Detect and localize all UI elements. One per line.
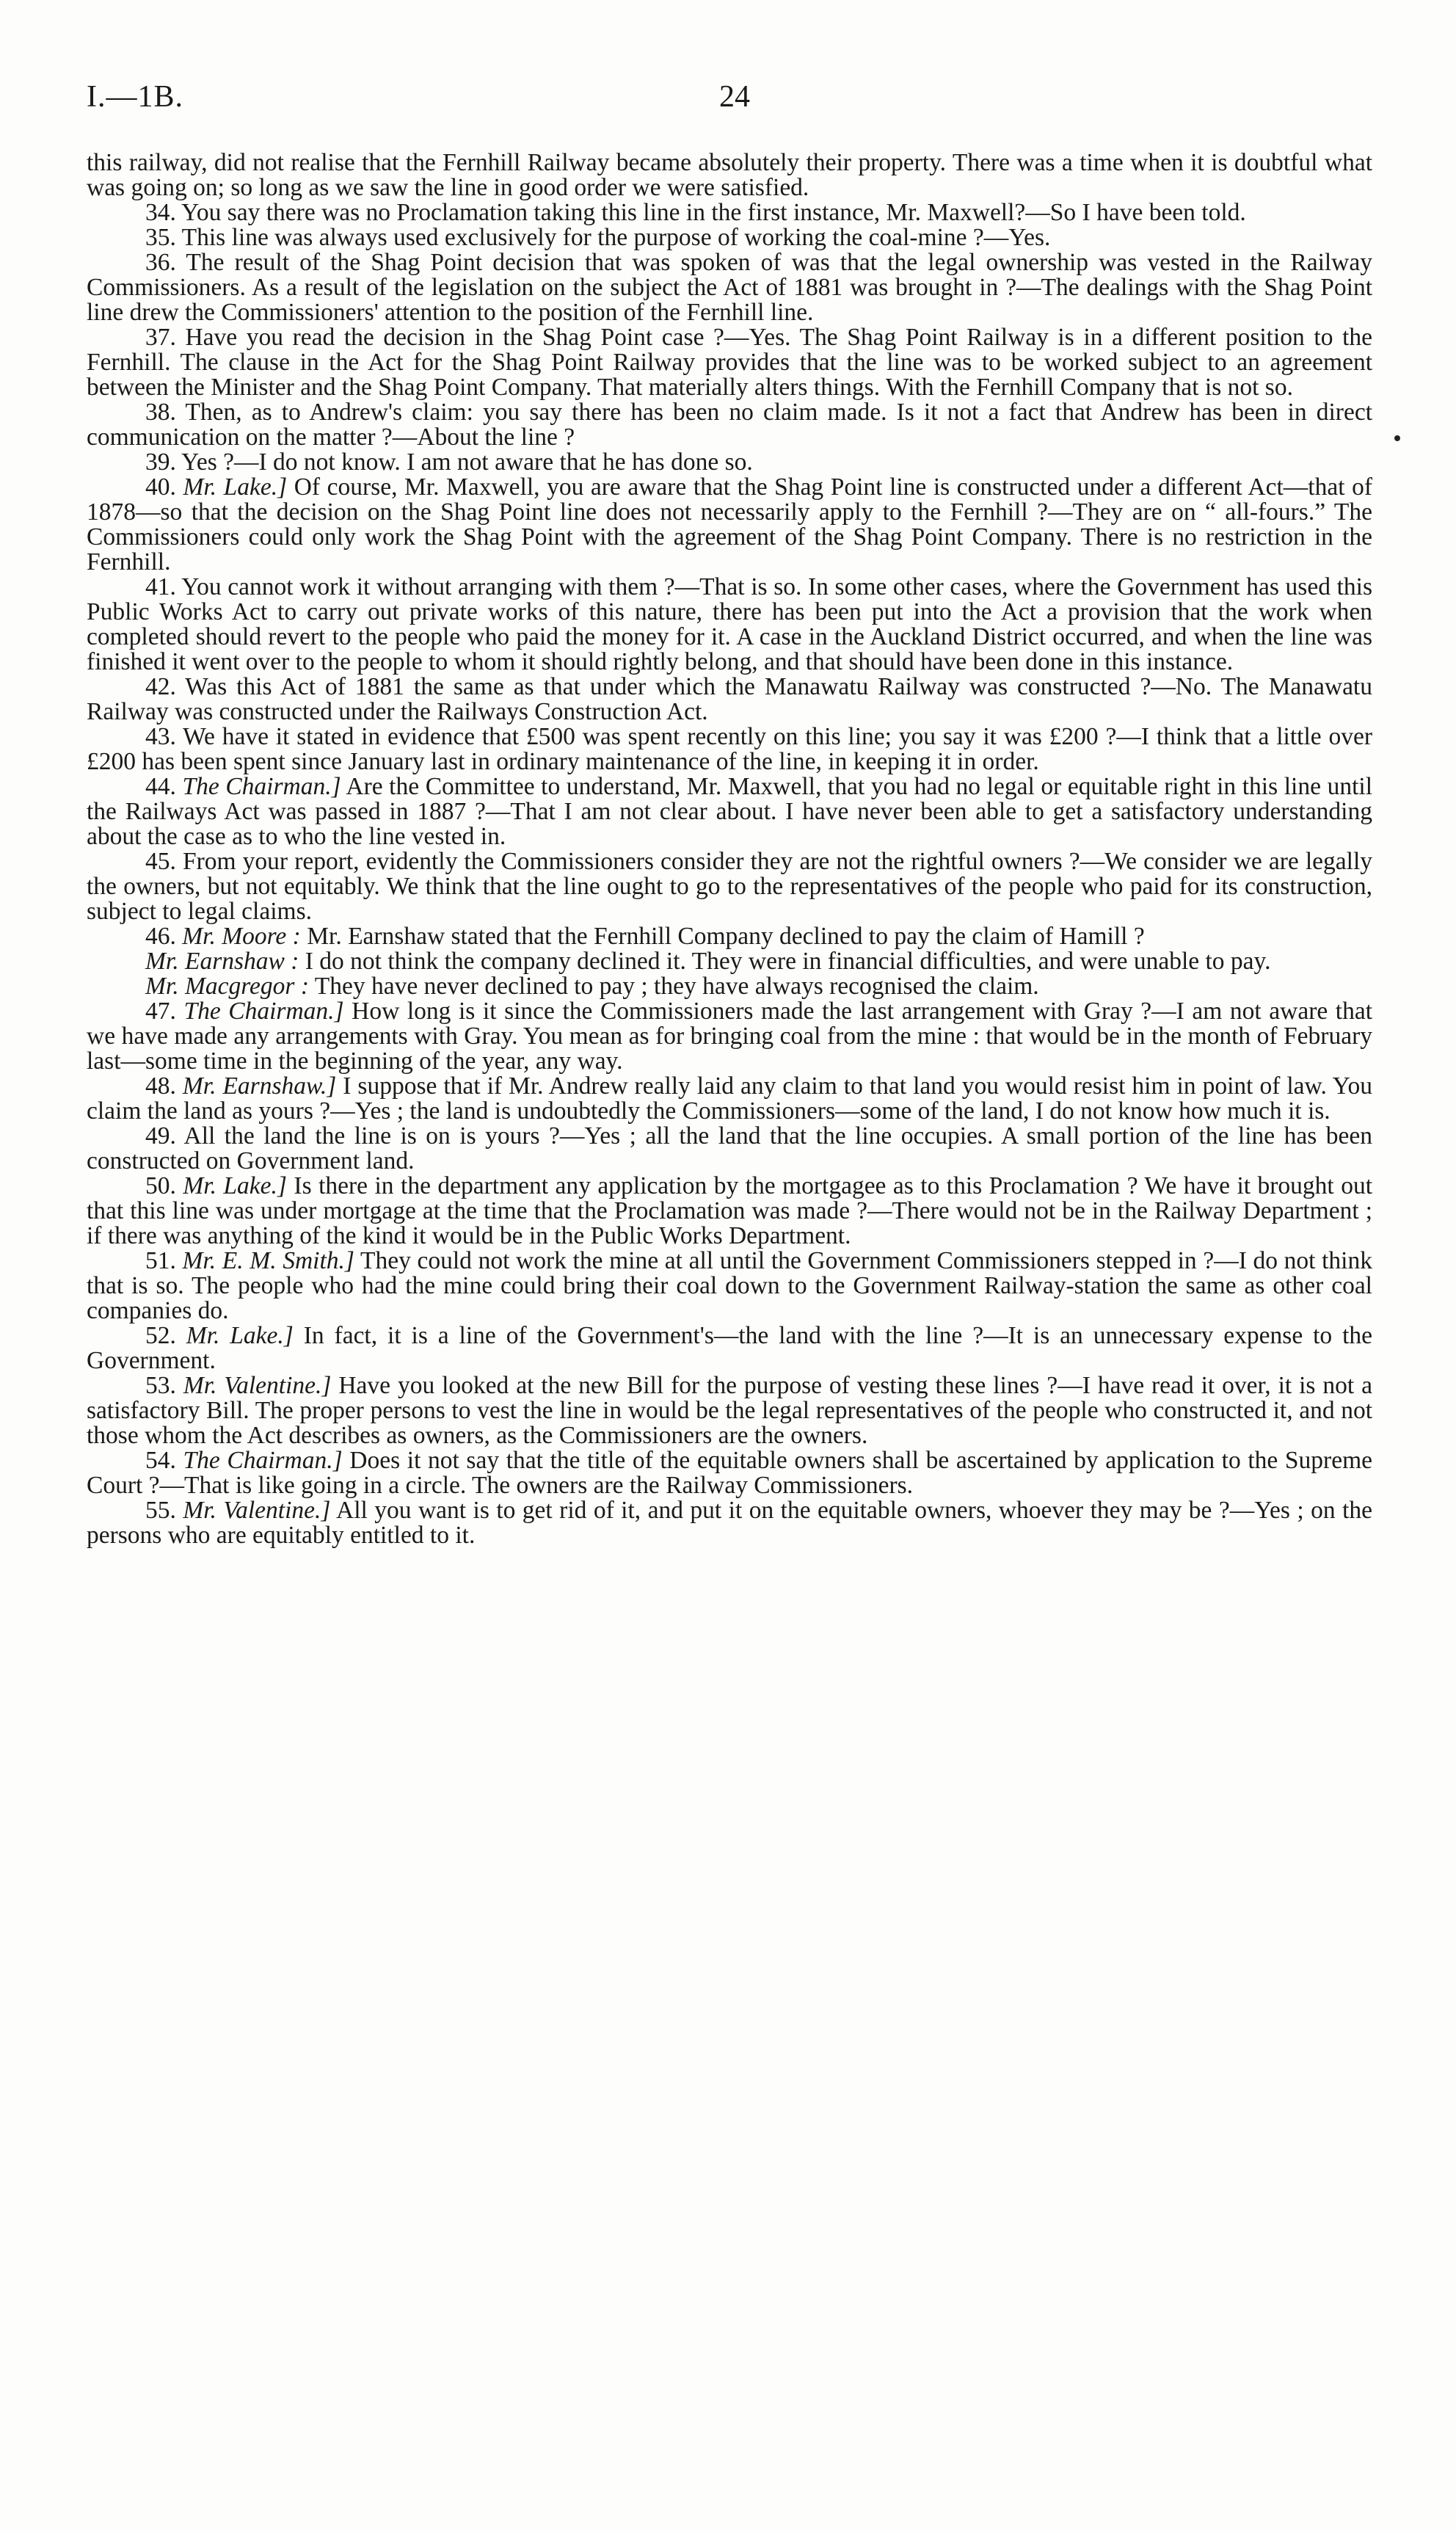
speaker-name: Mr. Earnshaw.] xyxy=(182,1072,337,1100)
page-header xyxy=(87,79,1371,123)
paragraph-text: All you want is to get rid of it, and put it on the equitable owners, whoever they may be ?—Yes ; on the persons who are equitably entitled to it. xyxy=(87,1497,1373,1549)
paragraph-text: Does it not say that the title of the equitable owners shall be ascertained by application to the Supreme Court ?—That is like going in a circle. The owners are the Railway Commissioners. xyxy=(87,1447,1372,1499)
paragraph-text: They have never declined to pay ; they have always recognised the claim. xyxy=(308,973,1039,1000)
paragraph-text: 45. From your report, evidently the Commissioners consider they are not the rightful owners ?—We consider we are legally the owners, but not equitably. We think that the line ought to go to the representatives of the people who paid for its construction, subject to legal claims. xyxy=(87,848,1372,925)
paragraph-text: I suppose that if Mr. Andrew really laid any claim to that land you would resist him in point of law. You claim the land as yours ?—Yes ; the land is undoubtedly the Commissioners—some of the land, I do not know how much it is. xyxy=(87,1072,1372,1125)
speaker-label: Mr. Earnshaw : xyxy=(145,948,299,975)
testimony-paragraph xyxy=(87,1498,1372,1548)
paragraph-text: Of course, Mr. Maxwell, you are aware that the Shag Point line is constructed under a different Act—that of 1878—so that the decision on the Shag Point line does not necessarily apply to the Fernhill ?—They are on “ all-fours.” The Commissioners could only work the Shag Point with the agreement of the Shag Point Company. There is no restriction in the Fernhill. xyxy=(87,473,1372,575)
speaker-name: Mr. Lake.] xyxy=(186,1322,294,1349)
question-number: 53. xyxy=(145,1372,183,1399)
question-number: 54. xyxy=(145,1447,183,1474)
speaker-name: Mr. Valentine.] xyxy=(183,1497,331,1524)
testimony-paragraph xyxy=(87,450,1372,475)
speaker-label xyxy=(145,1322,294,1349)
question-number: 44. xyxy=(145,773,183,800)
speaker-name: The Chairman.] xyxy=(183,998,344,1025)
testimony-paragraph xyxy=(87,400,1372,450)
speaker-name: Mr. Moore : xyxy=(182,923,301,950)
question-number: 48. xyxy=(145,1072,183,1100)
testimony-paragraph xyxy=(87,774,1372,849)
testimony-paragraph xyxy=(87,924,1372,949)
question-number: 40. xyxy=(145,473,183,501)
testimony-paragraph xyxy=(87,1448,1372,1498)
paragraph-text: 42. Was this Act of 1881 the same as that under which the Manawatu Railway was constructed ?—No. The Manawatu Railway was constructed under the Railways Construction Act. xyxy=(87,673,1372,725)
paragraph-text: 36. The result of the Shag Point decision that was spoken of was that the legal ownership was vested in the Railway Commissioners. As a result of the legislation on the subject the Act of 1881 was brought in ?—The dealings with the Shag Point line drew the Commissioners' attention to the position of the Fernhill line. xyxy=(87,249,1372,326)
testimony-paragraph xyxy=(87,949,1372,974)
question-number: 52. xyxy=(145,1322,186,1349)
speaker-label xyxy=(145,923,301,950)
paragraph-text: 39. Yes ?—I do not know. I am not aware that he has done so. xyxy=(145,449,753,476)
testimony-paragraph xyxy=(87,1124,1372,1174)
question-number: 55. xyxy=(145,1497,183,1524)
testimony-paragraph xyxy=(87,475,1372,575)
margin-dot xyxy=(1394,435,1400,441)
paragraph-text: this railway, did not realise that the Fernhill Railway became absolutely their property. There was a time when it is doubtful what was going on; so long as we saw the line in good order we were satisfied. xyxy=(87,149,1372,201)
speaker-label xyxy=(145,473,287,501)
document-body xyxy=(87,150,1372,1548)
paragraph-text: Have you looked at the new Bill for the purpose of vesting these lines ?—I have read it over, it is not a satisfactory Bill. The proper persons to vest the line in would be the legal representatives of the people who constructed it, and not those whom the Act describes as owners, as the Commissioners are the owners. xyxy=(87,1372,1372,1449)
speaker-name: Mr. Lake.] xyxy=(183,473,288,501)
speaker-name: Mr. Valentine.] xyxy=(183,1372,332,1399)
speaker-name: Mr. Lake.] xyxy=(183,1172,287,1199)
paragraph-text: 37. Have you read the decision in the Shag Point case ?—Yes. The Shag Point Railway is in a different position to the Fernhill. The clause in the Act for the Shag Point Railway provides that the line was to be worked subject to an agreement between the Minister and the Shag Point Company. That materially alters things. With the Fernhill Company that is not so. xyxy=(87,324,1372,401)
document-reference: I.—1B. xyxy=(87,80,183,114)
paragraph-text: Mr. Earnshaw stated that the Fernhill Company declined to pay the claim of Hamill ? xyxy=(300,923,1145,950)
paragraph-text: How long is it since the Commissioners made the last arrangement with Gray ?—I am not aware that we have made any arrangements with Gray. You mean as for bringing coal from the mine : that would be in the month of February last—some time in the beginning of the year, any way. xyxy=(87,998,1373,1075)
question-number: 50. xyxy=(145,1172,183,1199)
testimony-paragraph xyxy=(87,675,1372,725)
testimony-paragraph xyxy=(87,1323,1372,1373)
paragraph-text: 49. All the land the line is on is yours ?—Yes ; all the land that the line occupies. A small portion of the line has been constructed on Government land. xyxy=(87,1122,1372,1174)
paragraph-text: In fact, it is a line of the Government's—the land with the line ?—It is an unnecessary expense to the Government. xyxy=(87,1322,1372,1374)
speaker-label xyxy=(145,1372,331,1399)
paragraph-text: 38. Then, as to Andrew's claim: you say there has been no claim made. Is it not a fact that Andrew has been in direct communication on the matter ?—About the line ? xyxy=(87,399,1372,451)
paragraph-text: 35. This line was always used exclusively for the purpose of working the coal-mine ?—Yes. xyxy=(145,224,1051,251)
question-number: 46. xyxy=(145,923,183,950)
paragraph-text: 41. You cannot work it without arranging with them ?—That is so. In some other cases, where the Government has used this Public Works Act to carry out private works of this nature, there has been put into the Act a provision that the work when completed should revert to the people who paid the money for it. A case in the Auckland District occurred, and when the line was finished it went over to the people to whom it should rightly belong, and that should have been done in this instance. xyxy=(87,573,1372,675)
testimony-paragraph xyxy=(87,575,1372,675)
speaker-name: Mr. E. M. Smith.] xyxy=(182,1247,354,1274)
paragraph-text: 43. We have it stated in evidence that £500 was spent recently on this line; you say it was £200 ?—I think that a little over £200 has been spent since January last in ordinary maintenance of the line, in keeping it in order. xyxy=(87,723,1372,775)
testimony-paragraph xyxy=(87,250,1372,325)
paragraph-text: I do not think the company declined it. They were in financial difficulties, and were unable to pay. xyxy=(299,948,1271,975)
testimony-paragraph xyxy=(87,974,1372,999)
testimony-paragraph xyxy=(87,150,1372,200)
paragraph-text: Is there in the department any application by the mortgagee as to this Proclamation ? We have it brought out that this line was under mortgage at the time that the Proclamation was made ?—There would not be in the Railway Department ; if there was anything of the kind it would be in the Public Works Department. xyxy=(87,1172,1373,1249)
testimony-paragraph xyxy=(87,1373,1372,1448)
testimony-paragraph xyxy=(87,725,1372,774)
speaker-label xyxy=(145,1172,287,1199)
speaker-name: The Chairman.] xyxy=(182,773,341,800)
speaker-name: The Chairman.] xyxy=(183,1447,343,1474)
testimony-paragraph xyxy=(87,1074,1372,1124)
testimony-paragraph xyxy=(87,325,1372,400)
speaker-label xyxy=(145,998,344,1025)
testimony-paragraph xyxy=(87,999,1372,1074)
speaker-label xyxy=(145,773,341,800)
question-number: 47. xyxy=(145,998,184,1025)
speaker-label xyxy=(145,1447,343,1474)
paragraph-text: 34. You say there was no Proclamation taking this line in the first instance, Mr. Maxwell?—So I have been told. xyxy=(145,199,1246,226)
testimony-paragraph xyxy=(87,225,1372,250)
testimony-paragraph xyxy=(87,849,1372,924)
speaker-label xyxy=(145,1072,336,1100)
speaker-label: Mr. Macgregor : xyxy=(145,973,309,1000)
speaker-label xyxy=(145,1497,330,1524)
testimony-paragraph xyxy=(87,1174,1372,1249)
page-number: 24 xyxy=(719,80,750,114)
testimony-paragraph xyxy=(87,1249,1372,1323)
paragraph-text: They could not work the mine at all until the Government Commissioners stepped in ?—I do not think that is so. The people who had the mine could bring their coal down to the Government Railway-station the same as other coal companies do. xyxy=(87,1247,1372,1324)
speaker-label xyxy=(145,1247,354,1274)
paragraph-text: Are the Committee to understand, Mr. Maxwell, that you had no legal or equitable right in this line until the Railways Act was passed in 1887 ?—That I am not clear about. I have never been able to get a satisfactory understanding about the case as to who the line vested in. xyxy=(87,773,1372,850)
question-number: 51. xyxy=(145,1247,183,1274)
testimony-paragraph xyxy=(87,200,1372,225)
